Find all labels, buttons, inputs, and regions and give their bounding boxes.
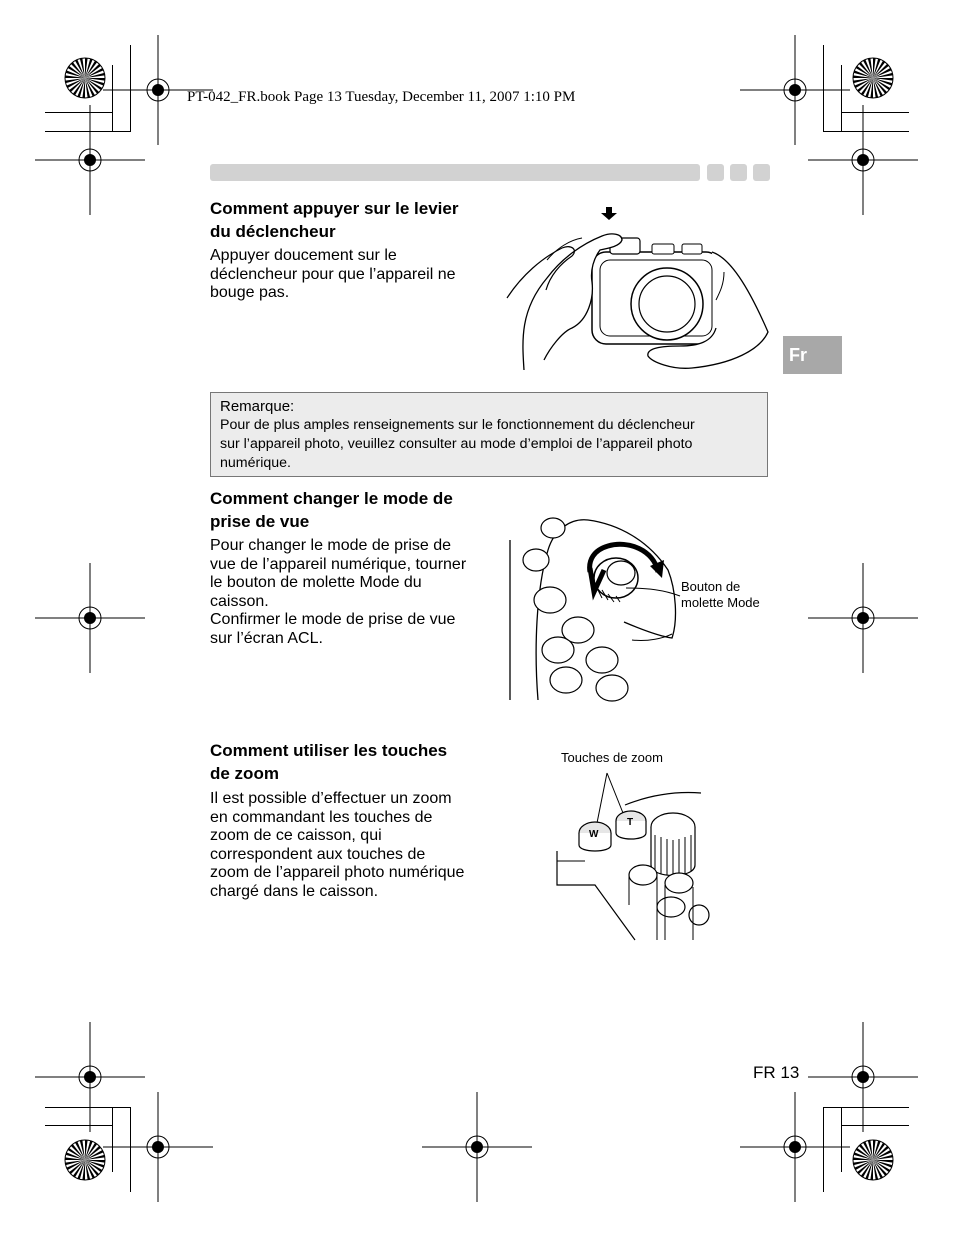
caption-mode-dial: Bouton de molette Mode bbox=[681, 579, 760, 610]
bar-square bbox=[753, 164, 770, 181]
bar-square bbox=[707, 164, 724, 181]
sunburst-target bbox=[853, 1140, 893, 1180]
section-heading-zoom: Comment utiliser les touches de zoom bbox=[210, 741, 448, 783]
sunburst-target bbox=[65, 1140, 105, 1180]
note-title: Remarque: bbox=[220, 398, 295, 415]
section-heading-mode: Comment changer le mode de prise de vue bbox=[210, 489, 453, 531]
shutter-illustration bbox=[502, 200, 772, 380]
note-text: Pour de plus amples renseignements sur le fonctionnement du déclencheur sur l’appareil photo, veuillez consulter au mode d’emploi de l’appareil photo numérique. bbox=[220, 417, 695, 471]
section-heading-shutter: Comment appuyer sur le levier du déclencheur bbox=[210, 199, 459, 241]
sunburst-target bbox=[853, 58, 893, 98]
section-body-mode: Pour changer le mode de prise de vue de l’appareil numérique, tourner le bouton de molette Mode du caisson. Confirmer le mode de prise de vue sur l’écran ACL. bbox=[210, 537, 467, 647]
section-body-zoom: Il est possible d’effectuer un zoom en commandant les touches de zoom de ce caisson, qui correspondent aux touches de zoom de l’appareil photo numérique chargé dans le caisson. bbox=[210, 790, 465, 900]
section-bar bbox=[210, 164, 700, 181]
section-body-shutter: Appuyer doucement sur le déclencheur pour que l’appareil ne bouge pas. bbox=[210, 247, 456, 302]
note-box bbox=[210, 392, 768, 477]
zoom-w-label: W bbox=[589, 829, 599, 840]
sunburst-target bbox=[65, 58, 105, 98]
bar-square bbox=[730, 164, 747, 181]
mode-dial-illustration bbox=[508, 510, 678, 700]
page-number: FR 13 bbox=[753, 1063, 800, 1082]
zoom-keys-illustration bbox=[555, 765, 705, 940]
caption-zoom: Touches de zoom bbox=[561, 750, 663, 765]
language-tab: Fr bbox=[783, 336, 842, 374]
zoom-t-label: T bbox=[627, 817, 634, 828]
print-header: PT-042_FR.book Page 13 Tuesday, December 11, 2007 1:10 PM bbox=[187, 89, 576, 105]
